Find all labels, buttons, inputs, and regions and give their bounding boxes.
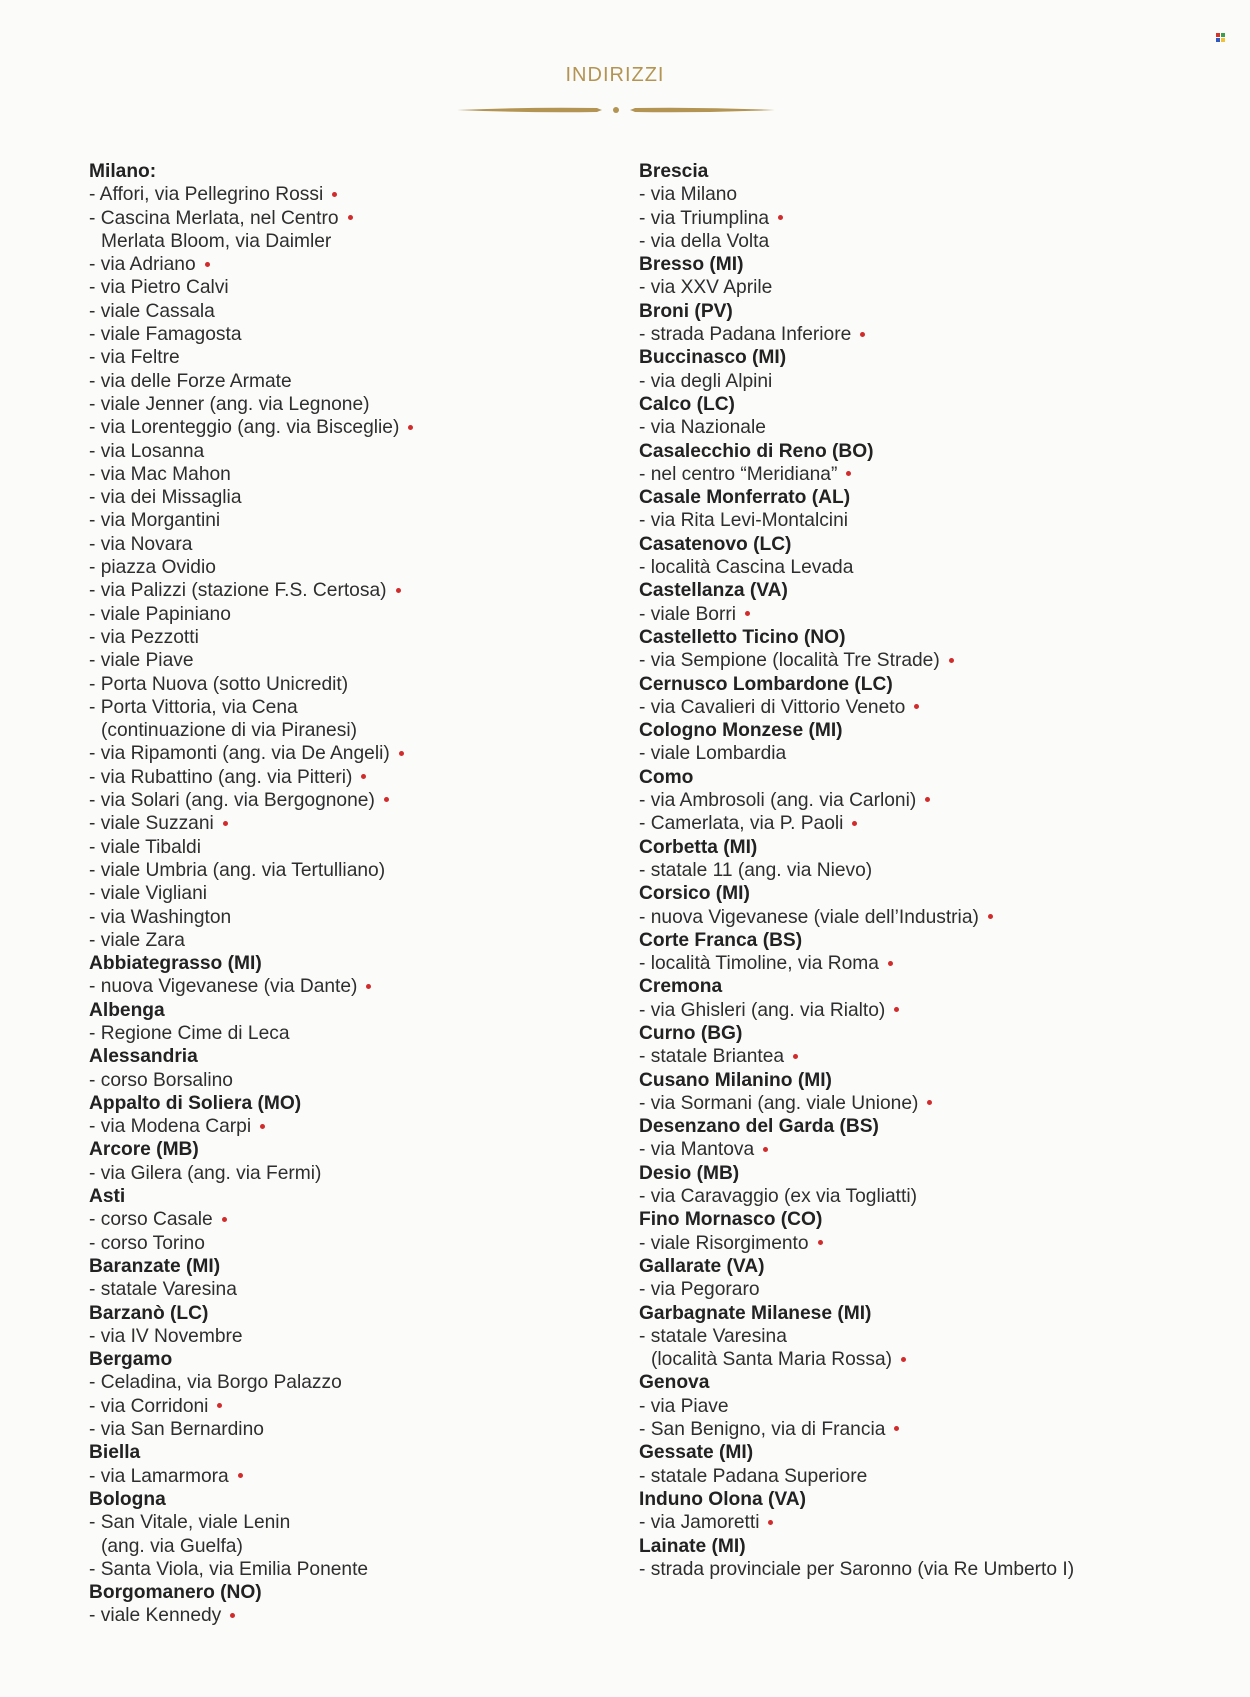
- address-text: - via Corridoni: [89, 1395, 209, 1417]
- address-item: [89, 673, 609, 696]
- city-name: Corbetta (MI): [639, 836, 758, 858]
- address-item: [89, 649, 609, 672]
- address-text: - viale Lombardia: [639, 743, 787, 765]
- red-dot-icon: [894, 1007, 899, 1012]
- city-name: Cremona: [639, 976, 723, 998]
- city-heading: [89, 999, 609, 1022]
- address-item: [639, 1185, 1229, 1208]
- address-text: - viale Piave: [89, 650, 194, 672]
- address-item: [89, 766, 609, 789]
- red-dot-icon: [384, 797, 389, 802]
- address-text: - via Modena Carpi: [89, 1116, 252, 1138]
- address-text: - statale 11 (ang. via Nievo): [639, 859, 873, 881]
- color-grid-icon: [1216, 33, 1225, 42]
- address-item: [89, 207, 609, 230]
- address-item: [89, 719, 609, 742]
- address-item: [89, 1604, 609, 1627]
- address-item: [639, 999, 1229, 1022]
- address-item: [89, 1232, 609, 1255]
- address-text: - San Benigno, via di Francia: [639, 1419, 886, 1441]
- red-dot-icon: [846, 471, 851, 476]
- city-heading: [639, 253, 1229, 276]
- address-text: - via Triumplina: [639, 207, 770, 229]
- address-text: - via XXV Aprile: [639, 277, 773, 299]
- address-item: [639, 416, 1229, 439]
- address-text: (continuazione di via Piranesi): [101, 720, 357, 742]
- red-dot-icon: [852, 821, 857, 826]
- address-text: - via Mantova: [639, 1139, 755, 1161]
- address-text: - via dei Missaglia: [89, 487, 242, 509]
- address-item: [89, 1325, 609, 1348]
- address-item: [639, 1465, 1229, 1488]
- city-name: Arcore (MB): [89, 1139, 199, 1161]
- city-name: Garbagnate Milanese (MI): [639, 1302, 872, 1324]
- red-dot-icon: [949, 658, 954, 663]
- city-name: Cusano Milanino (MI): [639, 1069, 832, 1091]
- address-text: - via Adriano: [89, 254, 196, 276]
- city-heading: [639, 393, 1229, 416]
- address-text: - Porta Vittoria, via Cena: [89, 696, 298, 718]
- address-text: - via San Bernardino: [89, 1419, 264, 1441]
- address-text: - via Novara: [89, 533, 193, 555]
- city-name: Induno Olona (VA): [639, 1488, 806, 1510]
- address-item: [89, 882, 609, 905]
- city-name: Casale Monferrato (AL): [639, 487, 851, 509]
- city-heading: [89, 1185, 609, 1208]
- city-name: Gessate (MI): [639, 1442, 754, 1464]
- address-item: [89, 1465, 609, 1488]
- city-heading: [639, 882, 1229, 905]
- city-heading: [639, 1115, 1229, 1138]
- address-text: - via delle Forze Armate: [89, 370, 292, 392]
- city-name: Cologno Monzese (MI): [639, 720, 843, 742]
- city-name: Lainate (MI): [639, 1535, 746, 1557]
- red-dot-icon: [332, 192, 337, 197]
- city-name: Broni (PV): [639, 300, 733, 322]
- red-dot-icon: [925, 797, 930, 802]
- address-text: - statale Padana Superiore: [639, 1465, 868, 1487]
- address-item: [89, 1395, 609, 1418]
- red-dot-icon: [205, 262, 210, 267]
- city-name: Alessandria: [89, 1046, 198, 1068]
- address-item: [89, 812, 609, 835]
- city-name: Albenga: [89, 999, 165, 1021]
- address-item: [639, 649, 1229, 672]
- city-name: Milano:: [89, 161, 157, 182]
- city-heading: [639, 1255, 1229, 1278]
- red-dot-icon: [399, 751, 404, 756]
- address-column-right: [639, 160, 1229, 1581]
- address-item: [639, 1325, 1229, 1348]
- address-item: [639, 556, 1229, 579]
- city-heading: [639, 1069, 1229, 1092]
- address-item: [89, 509, 609, 532]
- red-dot-icon: [238, 1473, 243, 1478]
- address-text: - via IV Novembre: [89, 1325, 243, 1347]
- address-item: [639, 323, 1229, 346]
- address-item: [89, 183, 609, 206]
- red-dot-icon: [230, 1613, 235, 1618]
- address-text: - viale Vigliani: [89, 883, 208, 905]
- address-item: [89, 836, 609, 859]
- address-item: [89, 1371, 609, 1394]
- city-name: Desenzano del Garda (BS): [639, 1116, 879, 1138]
- address-item: [639, 1092, 1229, 1115]
- city-heading: [639, 440, 1229, 463]
- address-text: - via Cavalieri di Vittorio Veneto: [639, 696, 906, 718]
- city-heading: [639, 929, 1229, 952]
- address-item: [639, 463, 1229, 486]
- address-item: [639, 1395, 1229, 1418]
- address-item: [89, 1558, 609, 1581]
- city-heading: [89, 1092, 609, 1115]
- city-name: Bresso (MI): [639, 254, 744, 276]
- address-text: - strada provinciale per Saronno (via Re Umberto I): [639, 1558, 1075, 1580]
- address-item: [89, 556, 609, 579]
- city-heading: [639, 1022, 1229, 1045]
- address-item: [89, 393, 609, 416]
- address-item: [89, 440, 609, 463]
- address-text: - viale Cassala: [89, 300, 215, 322]
- city-name: Asti: [89, 1186, 126, 1208]
- address-text: - via Pietro Calvi: [89, 277, 229, 299]
- red-dot-icon: [988, 914, 993, 919]
- red-dot-icon: [366, 984, 371, 989]
- city-heading: [639, 1535, 1229, 1558]
- red-dot-icon: [408, 425, 413, 430]
- address-column-left: [89, 160, 609, 1628]
- address-text: - via Mac Mahon: [89, 463, 231, 485]
- address-item: [639, 207, 1229, 230]
- red-dot-icon: [361, 774, 366, 779]
- address-item: [639, 952, 1229, 975]
- city-heading: [89, 1488, 609, 1511]
- address-text: - via Ambrosoli (ang. via Carloni): [639, 790, 917, 812]
- city-name: Genova: [639, 1372, 710, 1394]
- address-text: - statale Varesina: [89, 1279, 237, 1301]
- address-text: - San Vitale, viale Lenin: [89, 1512, 291, 1534]
- address-text: - corso Torino: [89, 1232, 205, 1254]
- address-item: [639, 906, 1229, 929]
- city-name: Cernusco Lombardone (LC): [639, 673, 893, 695]
- red-dot-icon: [793, 1054, 798, 1059]
- city-heading: [639, 300, 1229, 323]
- address-text: - nel centro “Meridiana”: [639, 463, 838, 485]
- address-text: - viale Papiniano: [89, 603, 231, 625]
- address-text: - via Pezzotti: [89, 626, 199, 648]
- city-heading: [639, 766, 1229, 789]
- city-name: Castelletto Ticino (NO): [639, 626, 846, 648]
- address-item: [639, 1138, 1229, 1161]
- address-text: - via Morgantini: [89, 510, 221, 532]
- red-dot-icon: [396, 588, 401, 593]
- address-text: - via Milano: [639, 184, 738, 206]
- address-text: - Regione Cime di Leca: [89, 1022, 290, 1044]
- address-text: - Santa Viola, via Emilia Ponente: [89, 1558, 369, 1580]
- address-item: [639, 742, 1229, 765]
- address-text: - via Washington: [89, 906, 232, 928]
- city-heading: [89, 1138, 609, 1161]
- address-text: - statale Varesina: [639, 1325, 787, 1347]
- address-item: [89, 603, 609, 626]
- address-text: - viale Famagosta: [89, 324, 242, 346]
- city-heading: [89, 1581, 609, 1604]
- address-item: [89, 579, 609, 602]
- red-dot-icon: [348, 215, 353, 220]
- address-text: - nuova Vigevanese (via Dante): [89, 976, 358, 998]
- red-dot-icon: [927, 1100, 932, 1105]
- address-item: [89, 230, 609, 253]
- city-name: Biella: [89, 1442, 141, 1464]
- address-text: - via Ghisleri (ang. via Rialto): [639, 999, 886, 1021]
- red-dot-icon: [860, 332, 865, 337]
- address-text: - via Nazionale: [639, 417, 766, 439]
- city-heading: [639, 975, 1229, 998]
- red-dot-icon: [818, 1240, 823, 1245]
- address-text: - viale Zara: [89, 929, 185, 951]
- city-heading: [89, 1045, 609, 1068]
- address-item: [639, 1232, 1229, 1255]
- red-dot-icon: [894, 1426, 899, 1431]
- city-heading: [639, 1371, 1229, 1394]
- red-dot-icon: [260, 1124, 265, 1129]
- address-text: - corso Borsalino: [89, 1069, 233, 1091]
- address-text: - piazza Ovidio: [89, 557, 216, 579]
- address-text: - Cascina Merlata, nel Centro: [89, 207, 339, 229]
- city-heading: [639, 1208, 1229, 1231]
- address-text: - via Sormani (ang. viale Unione): [639, 1092, 919, 1114]
- address-text: - Porta Nuova (sotto Unicredit): [89, 673, 349, 695]
- city-heading: [639, 533, 1229, 556]
- address-item: [639, 1278, 1229, 1301]
- address-item: [639, 509, 1229, 532]
- city-name: Bologna: [89, 1488, 166, 1510]
- address-text: - viale Jenner (ang. via Legnone): [89, 393, 370, 415]
- address-text: - via Rita Levi-Montalcini: [639, 510, 849, 532]
- city-heading: [639, 719, 1229, 742]
- address-item: [639, 276, 1229, 299]
- address-item: [639, 812, 1229, 835]
- address-text: - viale Tibaldi: [89, 836, 201, 858]
- address-text: - via Lamarmora: [89, 1465, 229, 1487]
- red-dot-icon: [223, 821, 228, 826]
- address-text: - via Gilera (ang. via Fermi): [89, 1162, 322, 1184]
- address-item: [89, 929, 609, 952]
- city-name: Como: [639, 766, 694, 788]
- address-item: [89, 1278, 609, 1301]
- address-text: - viale Kennedy: [89, 1605, 222, 1627]
- address-text: - viale Suzzani: [89, 813, 214, 835]
- address-text: - località Cascina Levada: [639, 557, 854, 579]
- address-text: - viale Risorgimento: [639, 1232, 809, 1254]
- address-text: - Affori, via Pellegrino Rossi: [89, 184, 324, 206]
- address-item: [89, 1115, 609, 1138]
- city-heading: [89, 160, 609, 183]
- address-item: [639, 1511, 1229, 1534]
- address-text: - viale Umbria (ang. via Tertulliano): [89, 859, 386, 881]
- address-item: [89, 253, 609, 276]
- address-item: [89, 1208, 609, 1231]
- address-text: - via Pegoraro: [639, 1279, 760, 1301]
- red-dot-icon: [914, 704, 919, 709]
- address-text: - via Rubattino (ang. via Pitteri): [89, 766, 353, 788]
- city-name: Castellanza (VA): [639, 580, 788, 602]
- address-item: [89, 323, 609, 346]
- address-item: [89, 1511, 609, 1534]
- address-item: [89, 1069, 609, 1092]
- red-dot-icon: [778, 215, 783, 220]
- red-dot-icon: [763, 1147, 768, 1152]
- address-text: - via Ripamonti (ang. via De Angeli): [89, 743, 390, 765]
- address-item: [89, 486, 609, 509]
- address-item: [89, 370, 609, 393]
- city-name: Desio (MB): [639, 1162, 740, 1184]
- address-text: - corso Casale: [89, 1209, 213, 1231]
- ornamental-divider-icon: [457, 103, 775, 117]
- red-dot-icon: [768, 1520, 773, 1525]
- address-item: [639, 696, 1229, 719]
- address-item: [89, 276, 609, 299]
- address-item: [89, 1162, 609, 1185]
- city-name: Brescia: [639, 161, 709, 182]
- address-text: (ang. via Guelfa): [101, 1535, 243, 1557]
- city-name: Baranzate (MI): [89, 1255, 221, 1277]
- city-heading: [639, 579, 1229, 602]
- red-dot-icon: [901, 1357, 906, 1362]
- address-text: (località Santa Maria Rossa): [651, 1349, 893, 1371]
- address-text: - statale Briantea: [639, 1046, 785, 1068]
- address-item: [89, 906, 609, 929]
- city-name: Casatenovo (LC): [639, 533, 792, 555]
- city-name: Abbiategrasso (MI): [89, 953, 262, 975]
- city-heading: [639, 673, 1229, 696]
- address-text: - via degli Alpini: [639, 370, 773, 392]
- address-item: [639, 603, 1229, 626]
- city-name: Fino Mornasco (CO): [639, 1209, 823, 1231]
- address-item: [89, 859, 609, 882]
- address-item: [89, 975, 609, 998]
- city-name: Borgomanero (NO): [89, 1582, 262, 1604]
- city-heading: [639, 1441, 1229, 1464]
- address-item: [89, 696, 609, 719]
- address-item: [89, 416, 609, 439]
- address-item: [639, 1348, 1229, 1371]
- city-name: Corsico (MI): [639, 883, 750, 905]
- address-item: [89, 346, 609, 369]
- address-item: [89, 1022, 609, 1045]
- city-heading: [639, 1162, 1229, 1185]
- address-item: [89, 1418, 609, 1441]
- city-heading: [89, 1348, 609, 1371]
- address-item: [89, 463, 609, 486]
- address-text: - via Piave: [639, 1395, 729, 1417]
- city-name: Buccinasco (MI): [639, 347, 787, 369]
- address-text: - strada Padana Inferiore: [639, 324, 852, 346]
- address-item: [89, 626, 609, 649]
- page-title: INDIRIZZI: [565, 64, 665, 86]
- address-item: [639, 1558, 1229, 1581]
- address-text: - via Losanna: [89, 440, 205, 462]
- address-text: - via Jamoretti: [639, 1512, 760, 1534]
- address-item: [639, 1418, 1229, 1441]
- address-text: Merlata Bloom, via Daimler: [101, 230, 332, 252]
- city-name: Corte Franca (BS): [639, 929, 803, 951]
- city-heading: [89, 952, 609, 975]
- city-heading: [639, 160, 1229, 183]
- city-heading: [639, 346, 1229, 369]
- address-text: - via Solari (ang. via Bergognone): [89, 790, 375, 812]
- address-text: - viale Borri: [639, 603, 737, 625]
- address-text: - via Feltre: [89, 347, 180, 369]
- address-text: - via Caravaggio (ex via Togliatti): [639, 1186, 917, 1208]
- address-text: - Celadina, via Borgo Palazzo: [89, 1372, 342, 1394]
- address-item: [639, 859, 1229, 882]
- city-name: Curno (BG): [639, 1022, 743, 1044]
- city-name: Gallarate (VA): [639, 1255, 765, 1277]
- city-name: Casalecchio di Reno (BO): [639, 440, 874, 462]
- address-item: [639, 183, 1229, 206]
- address-item: [639, 789, 1229, 812]
- red-dot-icon: [222, 1217, 227, 1222]
- city-heading: [89, 1441, 609, 1464]
- address-item: [639, 230, 1229, 253]
- address-item: [89, 742, 609, 765]
- city-name: Bergamo: [89, 1349, 173, 1371]
- address-text: - via Palizzi (stazione F.S. Certosa): [89, 580, 387, 602]
- address-item: [89, 1535, 609, 1558]
- address-item: [89, 533, 609, 556]
- address-item: [89, 789, 609, 812]
- address-item: [639, 370, 1229, 393]
- address-text: - via della Volta: [639, 230, 770, 252]
- address-text: - Camerlata, via P. Paoli: [639, 813, 844, 835]
- address-text: - via Lorenteggio (ang. via Bisceglie): [89, 417, 400, 439]
- red-dot-icon: [745, 611, 750, 616]
- red-dot-icon: [217, 1403, 222, 1408]
- city-heading: [639, 486, 1229, 509]
- city-name: Calco (LC): [639, 393, 735, 415]
- address-text: - località Timoline, via Roma: [639, 953, 879, 975]
- red-dot-icon: [888, 961, 893, 966]
- city-name: Appalto di Soliera (MO): [89, 1092, 302, 1114]
- city-heading: [639, 626, 1229, 649]
- city-heading: [639, 836, 1229, 859]
- city-name: Barzanò (LC): [89, 1302, 209, 1324]
- city-heading: [89, 1255, 609, 1278]
- city-heading: [89, 1302, 609, 1325]
- city-heading: [639, 1302, 1229, 1325]
- address-item: [89, 300, 609, 323]
- address-text: - via Sempione (località Tre Strade): [639, 650, 940, 672]
- address-text: - nuova Vigevanese (viale dell’Industria): [639, 906, 979, 928]
- address-item: [639, 1045, 1229, 1068]
- city-heading: [639, 1488, 1229, 1511]
